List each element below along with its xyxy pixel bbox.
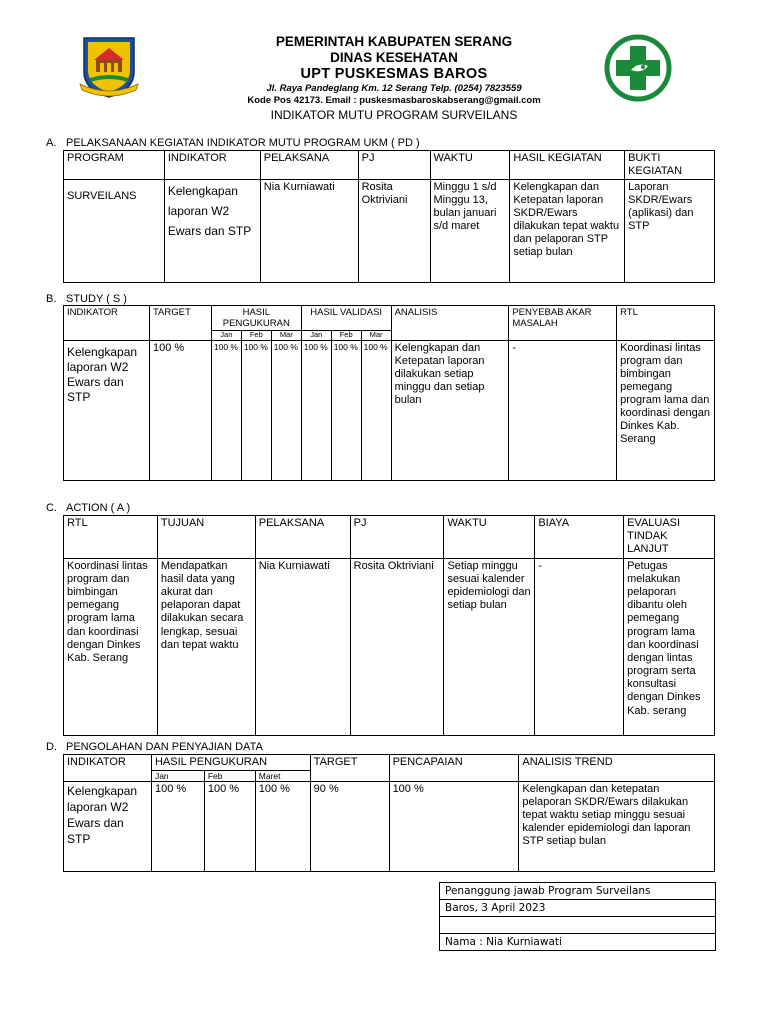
cell-hasil-kegiatan: Kelengkapan dan Ketepatan laporan SKDR/Ewars dilakukan tepat waktu dan pelaporan STP setiap bulan [510, 179, 625, 282]
col-header: PENCAPAIAN [389, 755, 519, 782]
col-header: PJ [358, 151, 430, 180]
section-d-title: PENGOLAHAN DAN PENYAJIAN DATA [66, 741, 263, 753]
col-header: WAKTU [430, 151, 510, 180]
cell-biaya: - [535, 558, 624, 735]
cell-indikator: Kelengkapan laporan W2 Ewars dan STP [164, 179, 260, 282]
cell-pengukuran-jan: 100 % [211, 341, 241, 481]
section-a-title: PELAKSANAAN KEGIATAN INDIKATOR MUTU PROGRAM UKM ( PD ) [66, 137, 420, 149]
table-header-row [64, 755, 715, 771]
signature-role: Penanggung jawab Program Surveilans [440, 883, 716, 900]
section-b-letter: B. [46, 293, 57, 305]
month-header: Mar [361, 331, 391, 341]
cell-maret: 100 % [255, 781, 310, 871]
cell-indikator: Kelengkapan laporan W2 Ewars dan STP [64, 781, 152, 871]
cell-pj: Rosita Oktriviani [350, 558, 444, 735]
col-header: RTL [617, 306, 715, 341]
month-header: Jan [301, 331, 331, 341]
table-row [64, 341, 715, 481]
col-header: TARGET [149, 306, 211, 341]
col-header: ANALISIS TREND [519, 755, 715, 782]
cell-pencapaian: 100 % [389, 781, 519, 871]
section-c-heading [46, 502, 130, 514]
col-header: HASIL PENGUKURAN [211, 306, 301, 331]
col-header: BIAYA [535, 516, 624, 559]
table-header-row [64, 516, 715, 559]
cell-waktu: Minggu 1 s/d Minggu 13, bulan januari s/d maret [430, 179, 510, 282]
section-b-heading [46, 293, 127, 305]
address-line: Jl. Raya Pandeglang Km. 12 Serang Telp. (0254) 7823559 [266, 83, 522, 94]
cell-target: 90 % [310, 781, 389, 871]
section-d-heading [46, 741, 263, 753]
section-c-title: ACTION ( A ) [66, 502, 131, 514]
cell-bukti-kegiatan: Laporan SKDR/Ewars (aplikasi) dan STP [625, 179, 715, 282]
col-header: HASIL PENGUKURAN [151, 755, 310, 771]
col-header: TUJUAN [157, 516, 255, 559]
month-header: Jan [151, 770, 204, 781]
month-header: Maret [255, 770, 310, 781]
table-row [64, 781, 715, 871]
month-header: Feb [204, 770, 255, 781]
table-action [63, 515, 715, 736]
signature-box [439, 882, 716, 951]
signature-blank [440, 917, 716, 934]
col-header: PROGRAM [64, 151, 165, 180]
col-header: TARGET [310, 755, 389, 782]
table-header-row [64, 306, 715, 331]
section-a-heading [46, 137, 420, 149]
document-title: INDIKATOR MUTU PROGRAM SURVEILANS [270, 108, 518, 122]
col-header: EVALUASI TINDAK LANJUT [624, 516, 715, 559]
cell-indikator: Kelengkapan laporan W2 Ewars dan STP [64, 341, 150, 481]
section-b-title: STUDY ( S ) [66, 293, 127, 305]
col-header: RTL [64, 516, 158, 559]
signature-name: Nama : Nia Kurniawati [440, 934, 716, 951]
signature-place-date: Baros, 3 April 2023 [440, 900, 716, 917]
cell-tujuan: Mendapatkan hasil data yang akurat dan pelaporan dapat dilakukan secara lengkap, sesuai dan tepat waktu [157, 558, 255, 735]
contact-line: Kode Pos 42173. Email : puskesmasbaroskabserang@gmail.com [247, 95, 541, 106]
cell-validasi-feb: 100 % [331, 341, 361, 481]
col-header: BUKTI KEGIATAN [625, 151, 715, 180]
cell-penyebab: - [509, 341, 617, 481]
cell-target: 100 % [149, 341, 211, 481]
department-name: DINAS KESEHATAN [330, 50, 458, 65]
cell-pelaksana: Nia Kurniawati [260, 179, 358, 282]
table-row [64, 179, 715, 282]
cell-jan: 100 % [151, 781, 204, 871]
col-header: HASIL KEGIATAN [510, 151, 625, 180]
section-d-letter: D. [46, 741, 57, 753]
col-header: ANALISIS [391, 306, 509, 341]
table-study [63, 305, 715, 481]
cell-pelaksana: Nia Kurniawati [255, 558, 350, 735]
section-c-letter: C. [46, 502, 57, 514]
cell-waktu: Setiap minggu sesuai kalender epidemiologi dan setiap bulan [444, 558, 535, 735]
cell-validasi-jan: 100 % [301, 341, 331, 481]
col-header: PELAKSANA [260, 151, 358, 180]
cell-pj: Rosita Oktriviani [358, 179, 430, 282]
cell-pengukuran-mar: 100 % [271, 341, 301, 481]
col-header: PENYEBAB AKAR MASALAH [509, 306, 617, 341]
col-header: PELAKSANA [255, 516, 350, 559]
table-pelaksanaan [63, 150, 715, 283]
table-header-row [64, 151, 715, 180]
table-pengolahan [63, 754, 715, 872]
cell-validasi-mar: 100 % [361, 341, 391, 481]
cell-program: SURVEILANS [64, 179, 165, 282]
cell-rtl: Koordinasi lintas program dan bimbingan pemegang program lama dan koordinasi dengan Dinkes Kab. Serang [64, 558, 158, 735]
cell-analisis: Kelengkapan dan Ketepatan laporan dilakukan setiap minggu dan setiap bulan [391, 341, 509, 481]
month-header: Jan [211, 331, 241, 341]
table-row [64, 558, 715, 735]
cell-feb: 100 % [204, 781, 255, 871]
col-header: INDIKATOR [164, 151, 260, 180]
cell-analisis-trend: Kelengkapan dan ketepatan pelaporan SKDR/Ewars dilakukan tepat waktu setiap minggu sesuai kalender epidemiologi dan laporan STP setiap bulan [519, 781, 715, 871]
cell-pengukuran-feb: 100 % [241, 341, 271, 481]
col-header: HASIL VALIDASI [301, 306, 391, 331]
cell-rtl: Koordinasi lintas program dan bimbingan pemegang program lama dan koordinasi dengan Dinkes Kab. Serang [617, 341, 715, 481]
month-header: Feb [241, 331, 271, 341]
month-header: Feb [331, 331, 361, 341]
col-header: WAKTU [444, 516, 535, 559]
col-header: INDIKATOR [64, 755, 152, 782]
month-header: Mar [271, 331, 301, 341]
col-header: INDIKATOR [64, 306, 150, 341]
puskesmas-name: UPT PUSKESMAS BAROS [300, 66, 488, 82]
section-a-letter: A. [46, 137, 57, 149]
cell-evaluasi: Petugas melakukan pelaporan dibantu oleh pemegang program lama dan koordinasi dengan lintas program serta konsultasi dengan Dinkes Kab. serang [624, 558, 715, 735]
col-header: PJ [350, 516, 444, 559]
government-name: PEMERINTAH KABUPATEN SERANG [275, 34, 513, 49]
